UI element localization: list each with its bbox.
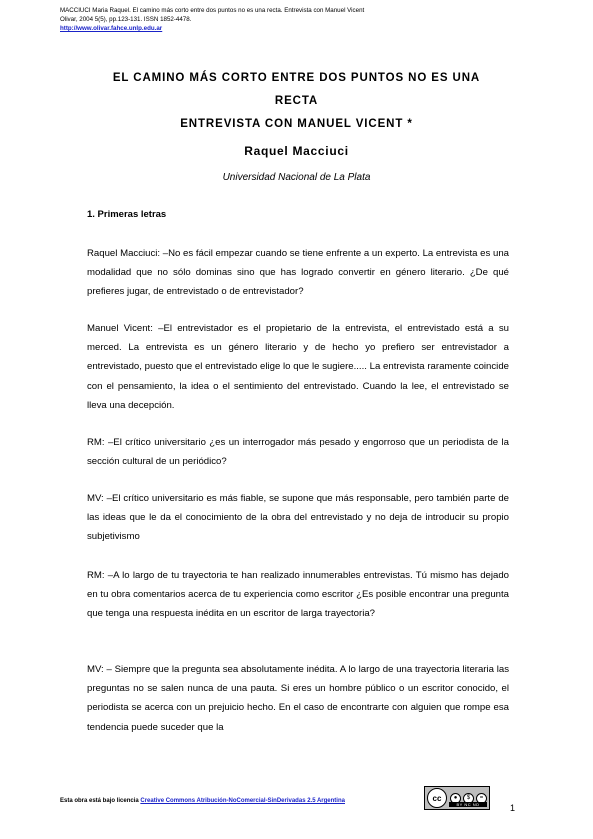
paragraph-2: Manuel Vicent: –El entrevistador es el propietario de la entrevista, el entrevistado está a su merced. La entrevista es un género literario y de hecho yo prefiero ser entrevistador a entrevistado, puesto que el entrevistado elige lo que le sugiere..... La entrevista raramente coincide con el pensamiento, la idea o el sentimiento del entrevistado. Cuando la lee, el entrevistado se lleva una decepción.	[87, 323, 509, 411]
badge-terms: BY NC ND	[449, 802, 487, 807]
paragraph-1: Raquel Macciuci: –No es fácil empezar cuando se tiene enfrente a un experto. La entrevista es una modalidad que no sólo dominas sino que has logrado convertir en género literario. ¿De qué prefieres jugar, de entrevistado o de entrevistador?	[87, 248, 509, 298]
paragraph-3: RM: –El crítico universitario ¿es un interrogador más pesado y engorroso que un periodista de la sección cultural de un periódico?	[87, 437, 509, 468]
citation-line-2: Olivar, 2004 5(5), pp.123-131. ISSN 1852-4478.	[60, 16, 192, 23]
section-heading: 1. Primeras letras	[87, 209, 167, 220]
noncommercial-icon: $	[463, 793, 474, 804]
journal-url-link[interactable]: http://www.olivar.fahce.unlp.edu.ar	[60, 25, 163, 32]
title-line-3: ENTREVISTA CON MANUEL VICENT *	[180, 118, 413, 130]
license-link[interactable]: Creative Commons Atribución-NoComercial-SinDerivadas 2.5 Argentina	[140, 798, 345, 804]
page-number: 1	[510, 803, 516, 813]
running-header	[60, 6, 364, 33]
title-line-1: EL CAMINO MÁS CORTO ENTRE DOS PUNTOS NO ES UNA	[112, 72, 481, 84]
author-name: Raquel Macciuci	[244, 144, 349, 158]
noderivatives-icon: =	[476, 793, 487, 804]
cc-license-badge[interactable]	[424, 786, 490, 810]
license-footer	[60, 798, 345, 804]
citation-line-1: MACCIUCI Maria Raquel. El camino más corto entre dos puntos no es una recta. Entrevista con Manuel Vicent	[60, 7, 365, 14]
author-affiliation: Universidad Nacional de La Plata	[222, 172, 371, 183]
license-prefix: Esta obra está bajo licencia	[60, 798, 139, 804]
title-line-2: RECTA	[274, 95, 319, 107]
attribution-icon: ●	[450, 793, 461, 804]
cc-logo-icon: cc	[427, 788, 447, 808]
paragraph-6: MV: – Siempre que la pregunta sea absolutamente inédita. A lo largo de una trayectoria literaria las preguntas no se salen nunca de una pauta. Si eres un hombre público o un escritor conocido, el periodista se acerca con un prejuicio hecho. En el caso de encontrarte con alguien que rompe esa tendencia puede suceder que la	[87, 664, 509, 733]
paragraph-4: MV: –El crítico universitario es más fiable, se supone que más responsable, pero también parte de las ideas que le da el conocimiento de la obra del entrevistado y no deja de introducir su propio subjetivismo	[87, 493, 509, 543]
paragraph-5: RM: –A lo largo de tu trayectoria te han realizado innumerables entrevistas. Tú mismo has dejado en tu obra comentarios acerca de tu experiencia como escritor ¿Es posible encontrar una pregunta que tenga una respuesta inédita en un escritor de larga trayectoria?	[87, 570, 509, 620]
